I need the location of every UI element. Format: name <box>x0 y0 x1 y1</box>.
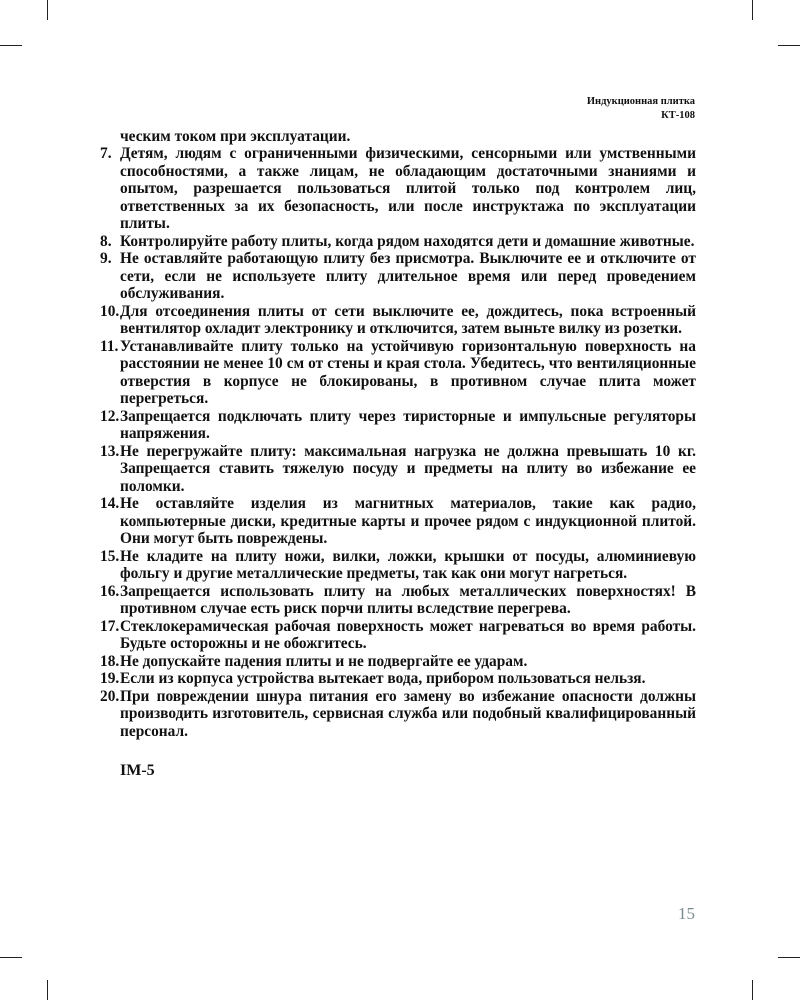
list-item-text: Запрещается подключать плиту через тиристорные и импульсные регуляторы напряжения. <box>120 407 696 442</box>
crop-mark <box>778 45 800 46</box>
crop-mark <box>47 980 48 1000</box>
list-item-number: 12. <box>100 407 120 425</box>
list-item-text: Не оставляйте работающую плиту без присмотра. Выключите ее и отключите от сети, если не используете плиту длительное время или перед проведением обслуживания. <box>120 250 696 302</box>
page-number: 15 <box>678 904 695 923</box>
header-title: Индукционная плитка <box>586 96 695 107</box>
list-item <box>100 233 696 251</box>
list-item-text: Не допускайте падения плиты и не подвергайте ее ударам. <box>120 652 528 670</box>
list-item-text: Устанавливайте плиту только на устойчивую горизонтальную поверхность на расстоянии не менее 10 см от стены и края стола. Убедитесь, что вентиляционные отверстия в корпусе не блокированы, в противном случае плита может перегреться. <box>120 337 696 407</box>
page-header <box>587 95 695 123</box>
list-item <box>100 688 696 741</box>
crop-mark <box>47 0 48 20</box>
list-item-text: Не перегружайте плиту: максимальная нагрузка не должна превышать 10 кг. Запрещается ставить тяжелую посуду и предметы на плиту во избежание ее поломки. <box>120 442 696 495</box>
list-item-number: 15. <box>100 547 120 565</box>
list-item <box>100 145 696 233</box>
list-item-number: 18. <box>100 652 120 670</box>
list-item-text: Контролируйте работу плиты, когда рядом находятся дети и домашние животные. <box>120 232 695 250</box>
list-item <box>100 618 696 653</box>
crop-mark <box>752 0 753 20</box>
list-item <box>100 443 696 496</box>
list-item-text: Не кладите на плиту ножи, вилки, ложки, крышки от посуды, алюминиевую фольгу и другие металлические предметы, так как они могут нагреться. <box>120 547 696 582</box>
list-item-number: 13. <box>100 442 120 460</box>
crop-mark <box>778 957 800 958</box>
list-item <box>100 583 696 618</box>
list-item-text: Не оставляйте изделия из магнитных материалов, такие как радио, компьютерные диски, кредитные карты и прочее рядом с индукционной плитой. Они могут быть повреждены. <box>120 495 696 547</box>
list-item-number: 7. <box>100 145 112 162</box>
list-item-text: Запрещается использовать плиту на любых металлических поверхностях! В противном случае есть риск порчи плиты вследствие перегрева. <box>120 582 696 617</box>
list-item-text: Для отсоединения плиты от сети выключите ее, дождитесь, пока встроенный вентилятор охладит электронику и отключится, затем выньте вилку из розетки. <box>120 302 696 337</box>
list-item-number: 8. <box>100 232 112 250</box>
list-item-text: Если из корпуса устройства вытекает вода, прибором пользоваться нельзя. <box>120 670 646 687</box>
list-item-number: 17. <box>100 617 120 635</box>
document-code: IM-5 <box>120 762 155 779</box>
crop-mark <box>752 980 753 1000</box>
list-item <box>100 303 696 338</box>
crop-mark <box>0 957 22 958</box>
list-item-number: 14. <box>100 495 120 512</box>
list-item-number: 11. <box>100 337 119 355</box>
list-item <box>100 408 696 443</box>
safety-instructions-list <box>100 145 696 740</box>
list-item-number: 20. <box>100 687 120 705</box>
list-item-text: Стеклокерамическая рабочая поверхность может нагреваться во время работы. Будьте осторожны и не обожгитесь. <box>120 617 696 652</box>
list-item-text: При повреждении шнура питания его замену во избежание опасности должны производить изготовитель, сервисная служба или подобный квалифицированный персонал. <box>120 687 696 740</box>
crop-mark <box>0 45 22 46</box>
list-item <box>100 653 696 671</box>
list-item <box>100 548 696 583</box>
list-item <box>100 495 696 548</box>
list-item-number: 16. <box>100 582 120 600</box>
list-item-text: Детям, людям с ограниченными физическими, сенсорными или умственными способностями, а также лицам, не обладающим достаточными знаниями и опытом, разрешается пользоваться плитой только под контролем лиц, ответственных за их безопасность, или после инструктажа по эксплуатации плиты. <box>120 145 696 232</box>
list-item-number: 10. <box>100 302 120 320</box>
list-item <box>100 250 696 303</box>
list-item-number: 9. <box>100 250 112 267</box>
list-item <box>100 670 696 688</box>
list-item-number: 19. <box>100 670 120 687</box>
intro-text: ческим током при эксплуатации. <box>120 128 351 145</box>
header-model: КТ-108 <box>661 110 695 121</box>
list-item <box>100 338 696 408</box>
